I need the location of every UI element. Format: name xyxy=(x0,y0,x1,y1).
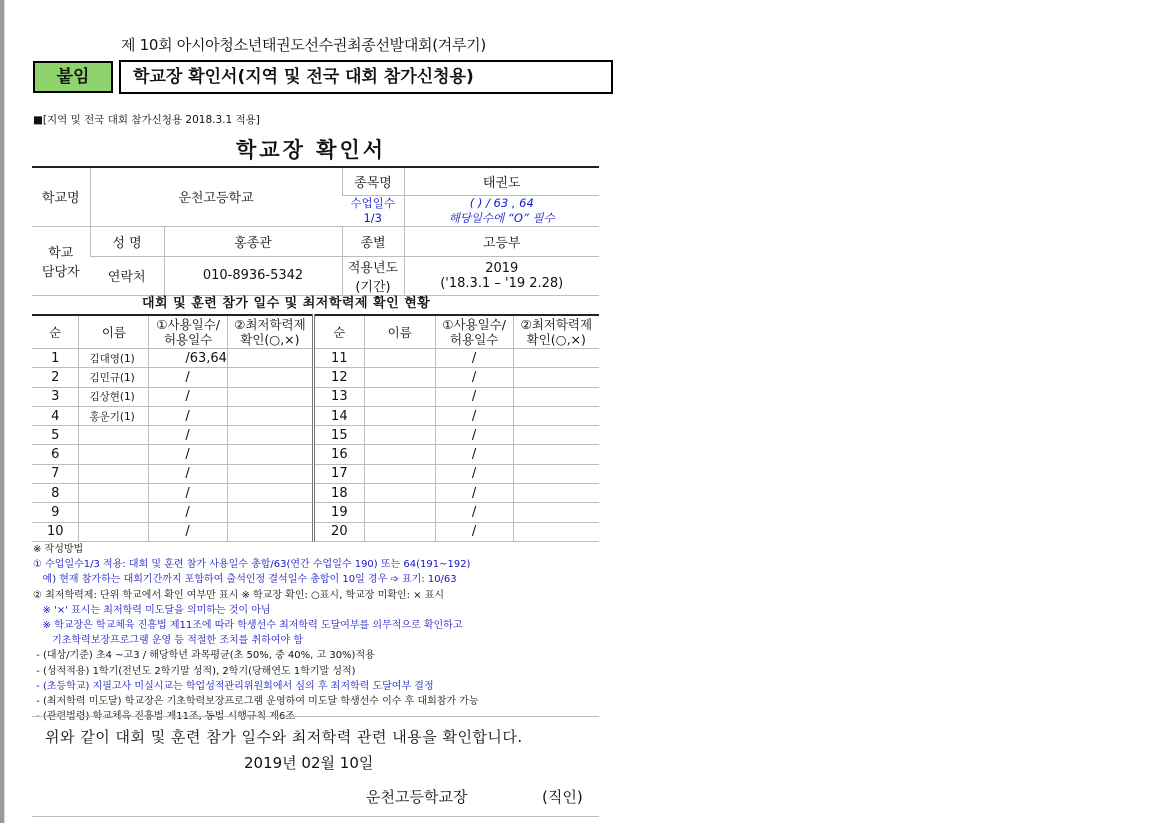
cell-name xyxy=(364,349,435,368)
header-min-check: ②최저학력제 확인(○,×) xyxy=(227,315,313,349)
table-row xyxy=(32,406,599,425)
cell-name xyxy=(364,522,435,541)
cell-check xyxy=(227,349,313,368)
table-row xyxy=(32,349,599,368)
cell-name xyxy=(364,368,435,387)
instruction-line: - (초등학교) 지필고사 미실시교는 학업성적관리위원회에서 심의 후 최저학력 도달여부 결정 xyxy=(33,680,434,692)
principal-signature-line: 운천고등학교장 xyxy=(366,788,468,806)
cell-name xyxy=(364,484,435,503)
cell-check xyxy=(227,464,313,483)
cell-name xyxy=(364,503,435,522)
cell-name: 김민규(1) xyxy=(79,368,149,387)
cell-name xyxy=(79,484,149,503)
official-seal-placeholder: (직인) xyxy=(542,788,583,806)
cell-check xyxy=(227,484,313,503)
cell-no: 14 xyxy=(313,406,364,425)
cell-no: 17 xyxy=(313,464,364,483)
cell-no: 10 xyxy=(32,522,79,541)
confirmation-statement: 위와 같이 대회 및 훈련 참가 일수와 최저학력 관련 내용을 확인합니다. xyxy=(45,728,523,746)
school-value: 운천고등학교 xyxy=(90,167,342,226)
cell-days: / xyxy=(149,464,228,483)
cell-days: / xyxy=(149,406,228,425)
cell-no: 9 xyxy=(32,503,79,522)
cell-check xyxy=(513,349,599,368)
cell-check xyxy=(227,426,313,445)
cell-check xyxy=(513,522,599,541)
name-value: 홍종관 xyxy=(164,226,342,256)
instruction-line: 기초학력보장프로그램 운영 등 적절한 조치를 취하여야 함 xyxy=(33,635,303,647)
division-label: 종별 xyxy=(342,226,404,256)
writing-instructions xyxy=(33,542,479,724)
cell-no: 5 xyxy=(32,426,79,445)
instruction-line: - (성적적용) 1학기(전년도 2학기말 성적), 2학기(당해연도 1학기말 성적) xyxy=(33,665,356,677)
table-row xyxy=(32,503,599,522)
cell-no: 19 xyxy=(313,503,364,522)
cell-no: 12 xyxy=(313,368,364,387)
event-label: 종목명 xyxy=(342,167,404,195)
instruction-line: ② 최저학력제: 단위 학교에서 확인 여부만 표시 ※ 학교장 확인: ○표시, 학교장 미확인: × 표시 xyxy=(33,589,445,601)
cell-no: 2 xyxy=(32,368,79,387)
cell-days: / xyxy=(435,503,513,522)
event-value: 태권도 xyxy=(404,167,599,195)
cell-days: /63,64 xyxy=(149,349,228,368)
cell-name xyxy=(79,445,149,464)
cell-name xyxy=(79,464,149,483)
cell-days: / xyxy=(435,484,513,503)
cell-days: / xyxy=(149,387,228,406)
document-title-box: 학교장 확인서(지역 및 전국 대회 참가신청용) xyxy=(119,60,613,94)
cell-no: 8 xyxy=(32,484,79,503)
applicability-note: ■[지역 및 전국 대회 참가신청용 2018.3.1 적용] xyxy=(33,114,260,126)
cell-check xyxy=(227,503,313,522)
cell-no: 4 xyxy=(32,406,79,425)
issue-date: 2019년 02월 10일 xyxy=(244,754,374,772)
cell-name xyxy=(364,445,435,464)
instruction-line: ① 수업일수1/3 적용: 대회 및 훈련 참가 사용일수 총합/63(연간 수업일수 190) 또는 64(191~192) xyxy=(33,559,471,571)
class-days-label: 수업일수 1/3 xyxy=(342,195,404,226)
header-days: ①사용일수/ 허용일수 xyxy=(435,315,513,349)
table-row xyxy=(32,387,599,406)
cell-days: / xyxy=(435,445,513,464)
cell-check xyxy=(227,406,313,425)
table-row xyxy=(32,484,599,503)
table-row xyxy=(32,368,599,387)
competition-header: 제 10회 아시아청소년태권도선수권최종선발대회(겨루기) xyxy=(121,36,486,54)
cell-check xyxy=(513,484,599,503)
cell-check xyxy=(513,368,599,387)
cell-name xyxy=(79,426,149,445)
cell-days: / xyxy=(149,368,228,387)
header-no: 순 xyxy=(313,315,364,349)
cell-name: 김상현(1) xyxy=(79,387,149,406)
header-min-check: ②최저학력제 확인(○,×) xyxy=(513,315,599,349)
cell-days: / xyxy=(435,368,513,387)
cell-days: / xyxy=(435,349,513,368)
contact-label: 연락처 xyxy=(90,256,164,295)
cell-name xyxy=(364,464,435,483)
cell-no: 11 xyxy=(313,349,364,368)
cell-check xyxy=(513,503,599,522)
cell-check xyxy=(227,368,313,387)
cell-no: 16 xyxy=(313,445,364,464)
cell-days: / xyxy=(149,445,228,464)
main-title: 학교장 확인서 xyxy=(236,138,387,162)
cell-name xyxy=(364,406,435,425)
cell-check xyxy=(227,387,313,406)
bottom-divider xyxy=(32,816,599,817)
cell-check xyxy=(513,464,599,483)
cell-days: / xyxy=(435,426,513,445)
cell-no: 6 xyxy=(32,445,79,464)
table-row xyxy=(32,426,599,445)
table-row xyxy=(32,464,599,483)
cell-name xyxy=(79,522,149,541)
instruction-line: ※ 작성방법 xyxy=(33,544,84,555)
cell-no: 7 xyxy=(32,464,79,483)
header-name: 이름 xyxy=(79,315,149,349)
cell-name: 김대영(1) xyxy=(79,349,149,368)
header-name: 이름 xyxy=(364,315,435,349)
cell-days: / xyxy=(435,522,513,541)
attachment-badge: 붙임 xyxy=(33,61,113,93)
class-days-value: ( ) / 63 , 64 해당일수에 “O” 필수 xyxy=(404,195,599,226)
cell-days: / xyxy=(149,503,228,522)
cell-no: 3 xyxy=(32,387,79,406)
table-row xyxy=(32,522,599,541)
cell-days: / xyxy=(149,426,228,445)
name-label: 성 명 xyxy=(90,226,164,256)
instruction-line: - (최저학력 미도달) 학교장은 기초학력보장프로그램 운영하여 미도달 학생선수 이수 후 대회참가 가능 xyxy=(33,696,479,708)
cell-no: 1 xyxy=(32,349,79,368)
header-no: 순 xyxy=(32,315,79,349)
instruction-line: - (대상/기준) 초4 ~고3 / 해당학년 과목평균(초 50%, 중 40%, 고 30%)적용 xyxy=(33,650,375,662)
cell-check xyxy=(513,387,599,406)
cell-days: / xyxy=(435,387,513,406)
divider xyxy=(32,716,599,717)
instruction-line: ※ '×' 표시는 최저학력 미도달을 의미하는 것이 아님 xyxy=(33,604,271,616)
cell-check xyxy=(513,426,599,445)
cell-name xyxy=(364,426,435,445)
cell-name: 홍운기(1) xyxy=(79,406,149,425)
school-label: 학교명 xyxy=(32,167,90,226)
cell-days: / xyxy=(435,406,513,425)
cell-days: / xyxy=(435,464,513,483)
cell-name xyxy=(364,387,435,406)
cell-check xyxy=(513,406,599,425)
cell-no: 18 xyxy=(313,484,364,503)
table-row xyxy=(32,445,599,464)
apply-year-label: 적용년도 (기간) xyxy=(342,256,404,295)
cell-no: 13 xyxy=(313,387,364,406)
participation-table xyxy=(32,314,599,542)
cell-check xyxy=(513,445,599,464)
apply-year-value: 2019 ('18.3.1 – '19 2.28) xyxy=(404,256,599,295)
section-title: 대회 및 훈련 참가 일수 및 최저학력제 확인 현황 xyxy=(142,296,431,311)
page-left-edge-shadow xyxy=(4,0,5,823)
contact-value: 010-8936-5342 xyxy=(164,256,342,295)
cell-check xyxy=(227,522,313,541)
instruction-line: ※ 학교장은 학교체육 진흥법 제11조에 따라 학생선수 최저학력 도달여부를 의무적으로 확인하고 xyxy=(33,620,463,632)
cell-days: / xyxy=(149,484,228,503)
header-days: ①사용일수/ 허용일수 xyxy=(149,315,228,349)
cell-no: 20 xyxy=(313,522,364,541)
cell-days: / xyxy=(149,522,228,541)
cell-no: 15 xyxy=(313,426,364,445)
manager-label: 학교 담당자 xyxy=(32,226,90,295)
instruction-line: 예) 현재 참가하는 대회기간까지 포함하여 출석인정 결석일수 총합이 10일 경우 ➩ 표기: 10/63 xyxy=(33,574,457,586)
info-table xyxy=(32,166,599,296)
cell-check xyxy=(227,445,313,464)
cell-name xyxy=(79,503,149,522)
division-value: 고등부 xyxy=(404,226,599,256)
